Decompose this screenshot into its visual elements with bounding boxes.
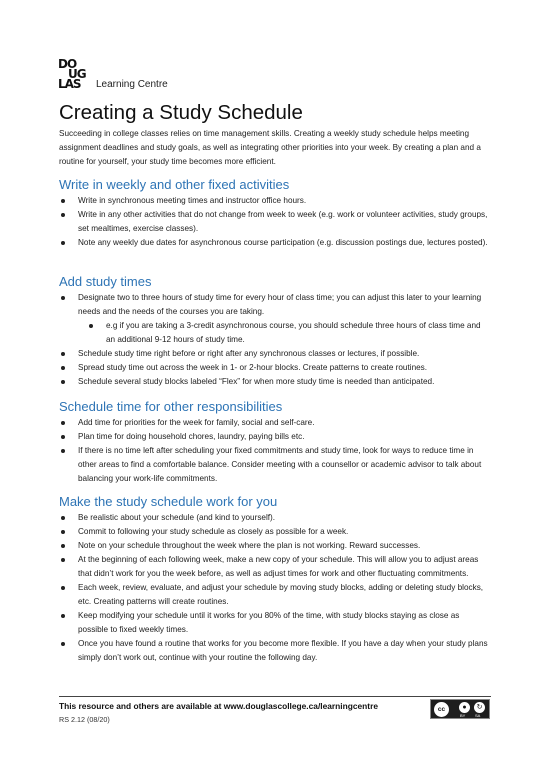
bullet-icon xyxy=(61,586,65,590)
section-heading-study-times: Add study times xyxy=(59,274,152,289)
bullet-icon xyxy=(61,614,65,618)
list-item: Commit to following your study schedule as closely as possible for a week. xyxy=(59,525,491,539)
bullet-icon xyxy=(61,516,65,520)
bullet-icon xyxy=(61,544,65,548)
list-item: Write in any other activities that do not change from week to week (e.g. work or volunteer activities, study groups, set mealtimes, exercise classes). xyxy=(59,208,491,236)
bullet-icon xyxy=(61,352,65,356)
list-item: Spread study time out across the week in 1- or 2-hour blocks. Create patterns to create routines. xyxy=(59,361,491,375)
cc-license-badge[interactable] xyxy=(430,699,490,719)
bullet-icon xyxy=(61,199,65,203)
learning-centre-label: Learning Centre xyxy=(96,79,168,90)
bullet-icon xyxy=(61,213,65,217)
list-item: Be realistic about your schedule (and kind to yourself). xyxy=(59,511,491,525)
list-other-responsibilities xyxy=(59,416,491,486)
bullet-icon xyxy=(61,435,65,439)
bullet-icon xyxy=(61,421,65,425)
bullet-icon xyxy=(61,241,65,245)
list-fixed-activities xyxy=(59,194,491,250)
logo-line-1: DO xyxy=(58,57,77,71)
bullet-icon xyxy=(61,530,65,534)
list-item: Each week, review, evaluate, and adjust your schedule by moving study blocks, adding or deleting study blocks, etc. Creating patterns will create routines. xyxy=(59,581,491,609)
bullet-icon xyxy=(61,449,65,453)
sa-label: SA xyxy=(475,713,481,718)
section-heading-make-schedule-work: Make the study schedule work for you xyxy=(59,494,278,509)
list-item: At the beginning of each following week, make a new copy of your schedule. This will allow you to adjust areas that didn’t work for you the week before, as well as adjust times for work and other fluctuating commitments. xyxy=(59,553,491,581)
by-label: BY xyxy=(460,713,466,718)
bullet-icon xyxy=(61,642,65,646)
bullet-icon xyxy=(61,558,65,562)
list-item: Designate two to three hours of study time for every hour of class time; you can adjust this later to your learning needs and the needs of the courses you are taking. xyxy=(59,291,491,319)
list-item: Plan time for doing household chores, laundry, paying bills etc. xyxy=(59,430,491,444)
page-title: Creating a Study Schedule xyxy=(59,101,303,124)
list-item: Note on your schedule throughout the week where the plan is not working. Reward successes. xyxy=(59,539,491,553)
logo-line-2: UG xyxy=(68,67,86,81)
logo-line-3: LAS xyxy=(58,77,81,91)
section-heading-other-responsibilities: Schedule time for other responsibilities xyxy=(59,399,283,414)
bullet-icon xyxy=(61,366,65,370)
footer-divider xyxy=(59,696,491,697)
cc-icon: cc xyxy=(434,702,449,717)
list-study-times xyxy=(59,291,491,389)
bullet-icon xyxy=(89,324,93,328)
bullet-icon xyxy=(61,296,65,300)
by-icon: ● xyxy=(459,702,470,713)
list-subitem: e.g if you are taking a 3-credit asynchronous course, you should schedule three hours of class time and an additional 9-12 hours of study time. xyxy=(59,319,491,347)
footer-resource-link[interactable]: This resource and others are available at www.douglascollege.ca/learningcentre xyxy=(59,701,378,711)
list-item: Keep modifying your schedule until it works for you 80% of the time, with study blocks staying as close as possible to fixed weekly times. xyxy=(59,609,491,637)
douglas-college-logo xyxy=(58,58,198,98)
list-item: Schedule several study blocks labeled “Flex” for when more study time is needed than anticipated. xyxy=(59,375,491,389)
intro-paragraph: Succeeding in college classes relies on time management skills. Creating a weekly study schedule helps meeting assignment deadlines and study goals, as well as integrating other priorities into your week. By creating a plan and a routine for yourself, your study time becomes more efficient. xyxy=(59,129,481,166)
list-item: Note any weekly due dates for asynchronous course participation (e.g. discussion postings due, lectures posted). xyxy=(59,236,491,250)
section-heading-fixed-activities: Write in weekly and other fixed activities xyxy=(59,177,290,192)
list-item: Write in synchronous meeting times and instructor office hours. xyxy=(59,194,491,208)
sa-icon: ↻ xyxy=(474,702,485,713)
list-make-schedule-work xyxy=(59,511,491,665)
list-item: If there is no time left after scheduling your fixed commitments and study time, look for ways to reduce time in other areas to find a comfortable balance. Consider meeting with a counsellor or academic advisor to talk about balancing your work-life commitments. xyxy=(59,444,491,486)
bullet-icon xyxy=(61,380,65,384)
list-item: Add time for priorities for the week for family, social and self-care. xyxy=(59,416,491,430)
list-item: Once you have found a routine that works for you become more flexible. If you have a day when your study plans simply don’t work out, continue with your routine the following day. xyxy=(59,637,491,665)
footer-document-code: RS 2.12 (08/20) xyxy=(59,715,110,724)
list-item: Schedule study time right before or right after any synchronous classes or lectures, if possible. xyxy=(59,347,491,361)
